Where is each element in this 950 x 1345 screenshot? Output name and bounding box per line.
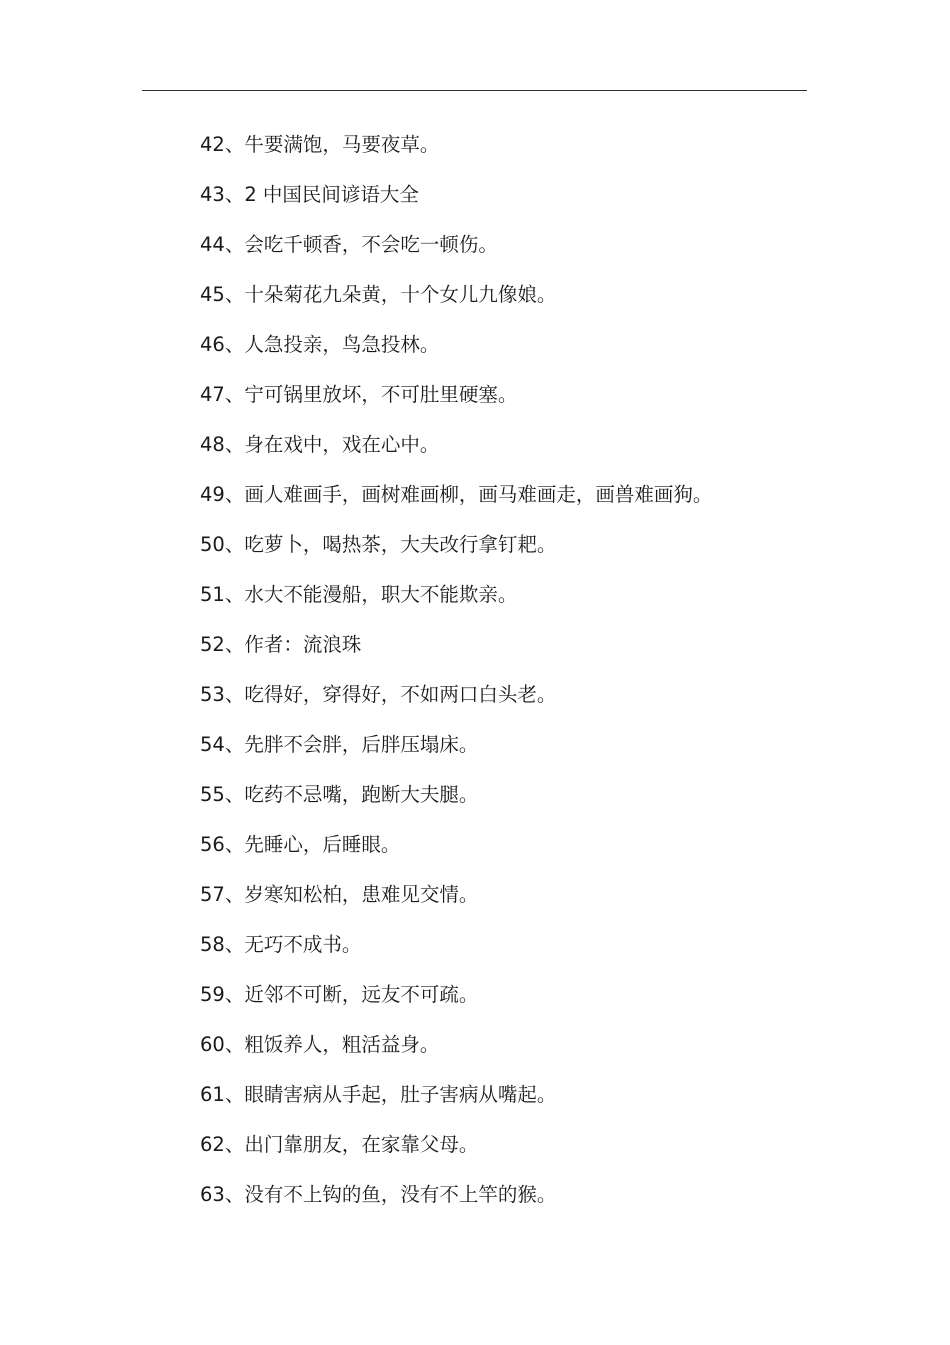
- proverb-line: 57、岁寒知松柏，患难见交情。: [200, 883, 479, 906]
- proverb-line: 58、无巧不成书。: [200, 933, 362, 956]
- proverb-line: 63、没有不上钩的鱼，没有不上竿的猴。: [200, 1183, 557, 1206]
- proverb-line: 59、近邻不可断，远友不可疏。: [200, 983, 479, 1006]
- proverb-line: 60、粗饭养人，粗活益身。: [200, 1033, 440, 1056]
- proverb-line: 56、先睡心，后睡眼。: [200, 833, 401, 856]
- proverb-line: 49、画人难画手，画树难画柳，画马难画走，画兽难画狗。: [200, 483, 713, 506]
- proverb-line: 50、吃萝卜，喝热茶，大夫改行拿钉耙。: [200, 533, 557, 556]
- proverb-line: 48、身在戏中，戏在心中。: [200, 433, 440, 456]
- proverb-line: 47、宁可锅里放坏，不可肚里硬塞。: [200, 383, 518, 406]
- proverb-line: 53、吃得好，穿得好，不如两口白头老。: [200, 683, 557, 706]
- proverb-line: 61、眼睛害病从手起，肚子害病从嘴起。: [200, 1083, 557, 1106]
- proverb-line: 52、作者：流浪珠: [200, 633, 362, 656]
- header-rule: [142, 90, 807, 91]
- proverb-line: 43、2 中国民间谚语大全: [200, 183, 419, 206]
- proverb-list: [200, 120, 820, 1220]
- proverb-line: 42、牛要满饱，马要夜草。: [200, 133, 440, 156]
- proverb-line: 55、吃药不忌嘴，跑断大夫腿。: [200, 783, 479, 806]
- proverb-line: 46、人急投亲，鸟急投林。: [200, 333, 440, 356]
- proverb-line: 44、会吃千顿香，不会吃一顿伤。: [200, 233, 498, 256]
- proverb-line: 51、水大不能漫船，职大不能欺亲。: [200, 583, 518, 606]
- proverb-line: 45、十朵菊花九朵黄，十个女儿九像娘。: [200, 283, 557, 306]
- proverb-line: 54、先胖不会胖，后胖压塌床。: [200, 733, 479, 756]
- proverb-line: 62、出门靠朋友，在家靠父母。: [200, 1133, 479, 1156]
